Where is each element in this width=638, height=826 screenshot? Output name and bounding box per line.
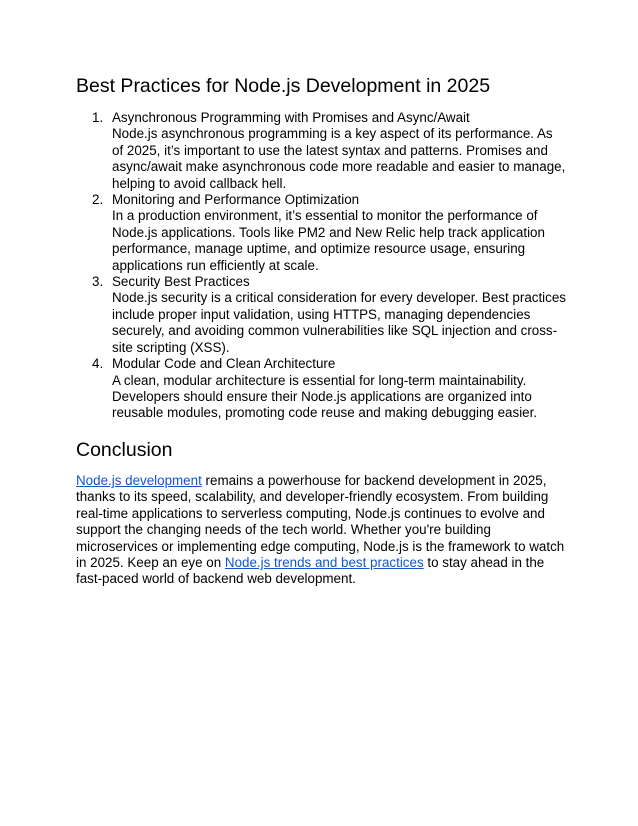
list-item-number: 3. bbox=[92, 274, 104, 290]
list-item-body: A clean, modular architecture is essential for long-term maintainability. Developers should ensure their Node.js applications are organized into reusable modules, promoting code reuse and making debugging easier. bbox=[112, 372, 538, 421]
conclusion-paragraph bbox=[76, 473, 566, 588]
list-item bbox=[76, 192, 566, 274]
list-item-title: Modular Code and Clean Architecture bbox=[112, 356, 336, 372]
list-item-body: In a production environment, it’s essential to monitor the performance of Node.js applications. Tools like PM2 and New Relic help track application performance, manage uptime, and optimize resource usage, ensuring applications run efficiently at scale. bbox=[112, 208, 545, 273]
list-item-title: Asynchronous Programming with Promises and Async/Await bbox=[112, 110, 470, 125]
list-item-title: Monitoring and Performance Optimization bbox=[112, 192, 360, 208]
nodejs-trends-link[interactable]: Node.js trends and best practices bbox=[224, 555, 424, 571]
list-item bbox=[76, 356, 566, 422]
conclusion-heading: Conclusion bbox=[76, 439, 173, 461]
conclusion-text-part-2: to stay ahead in the fast-paced world of backend web development. bbox=[76, 555, 545, 587]
list-item-number: 4. bbox=[92, 356, 104, 372]
list-item-title: Security Best Practices bbox=[112, 274, 250, 290]
list-item bbox=[76, 274, 566, 356]
list-item-body: Node.js security is a critical consideration for every developer. Best practices include proper input validation, using HTTPS, managing dependencies securely, and avoiding common vulnerabilities like SQL injection and cross-site scripting (XSS). bbox=[112, 290, 566, 355]
list-item-body: Node.js asynchronous programming is a key aspect of its performance. As of 2025, it’s important to use the latest syntax and patterns. Promises and async/await make asynchronous code more readable and easier to manage, helping to avoid callback hell. bbox=[112, 126, 566, 191]
list-item-number: 2. bbox=[92, 192, 104, 208]
document-title: Best Practices for Node.js Development in 2025 bbox=[76, 75, 491, 97]
list-item-number: 1. bbox=[92, 110, 104, 125]
nodejs-development-link[interactable]: Node.js development bbox=[76, 473, 202, 488]
conclusion-text-part-1: remains a powerhouse for backend development in 2025, thanks to its speed, scalability, and developer-friendly ecosystem. From building real-time applications to serverless computing, Node.js continues to evolve and support the changing needs of the tech world. Whether you're building microservices or implementing edge computing, Node.js is the framework to watch in 2025. Keep an eye on bbox=[76, 473, 565, 571]
practices-list bbox=[76, 110, 566, 422]
list-item bbox=[76, 110, 566, 192]
